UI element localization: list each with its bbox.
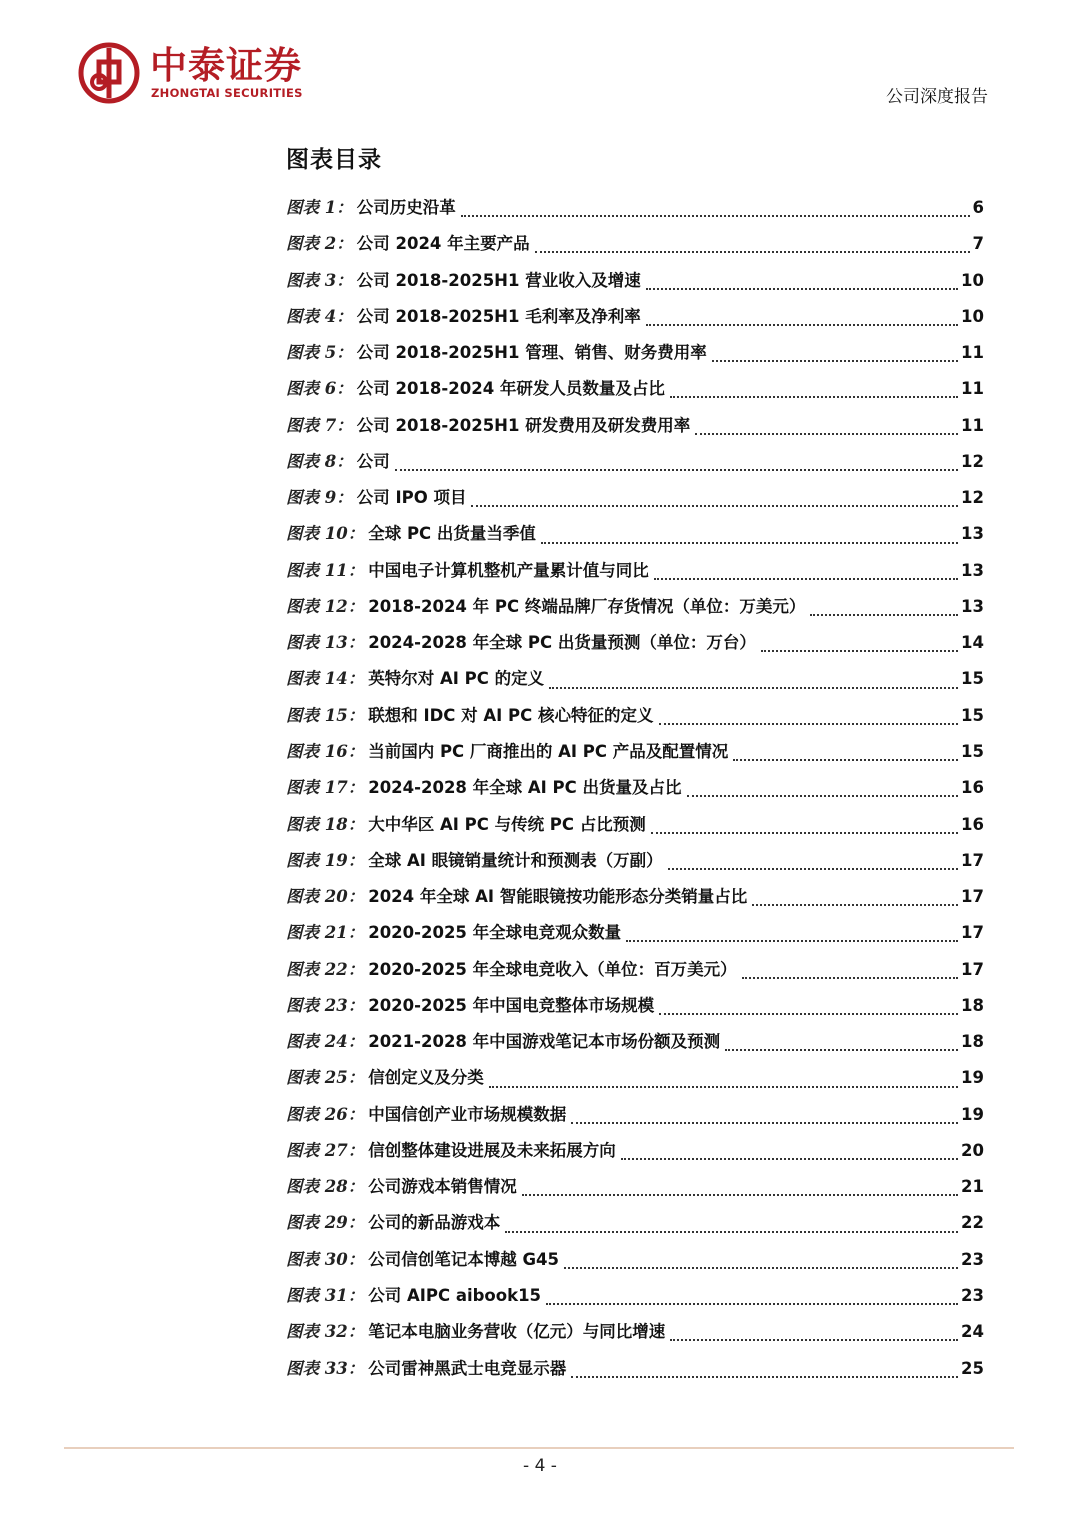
toc-entry[interactable] bbox=[286, 807, 984, 843]
toc-entry-title: 信创定义及分类 bbox=[368, 1068, 484, 1088]
toc-entry-title: 公司 2018-2024 年研发人员数量及占比 bbox=[356, 379, 665, 399]
toc-entry[interactable] bbox=[286, 408, 984, 444]
toc-entry-page-number: 11 bbox=[961, 343, 984, 363]
toc-entry-title: 公司 AIPC aibook15 bbox=[368, 1285, 542, 1305]
toc-dot-leader bbox=[626, 938, 958, 942]
toc-entry-title: 英特尔对 AI PC 的定义 bbox=[368, 669, 545, 689]
toc-entry[interactable] bbox=[286, 661, 984, 697]
toc-entry-label: 图表 4： bbox=[286, 306, 353, 326]
toc-dot-leader bbox=[541, 540, 958, 544]
toc-entry-title: 2020-2025 年全球电竞观众数量 bbox=[368, 923, 622, 943]
toc-entry-title: 2020-2025 年中国电竞整体市场规模 bbox=[368, 995, 655, 1015]
toc-entry-title: 2024 年全球 AI 智能眼镜按功能形态分类销量占比 bbox=[368, 887, 748, 907]
toc-dot-leader bbox=[564, 1265, 958, 1269]
toc-entry[interactable] bbox=[286, 915, 984, 951]
toc-entry-label: 图表 14： bbox=[286, 669, 365, 689]
toc-entry-label: 图表 3： bbox=[286, 270, 353, 290]
toc-entry-page-number: 16 bbox=[961, 778, 984, 798]
toc-dot-leader bbox=[659, 721, 959, 725]
toc-entry-label: 图表 2： bbox=[286, 234, 353, 254]
toc-entry-title: 公司 2024 年主要产品 bbox=[356, 234, 530, 254]
toc-entry-page-number: 13 bbox=[961, 524, 984, 544]
toc-entry-title: 公司 IPO 项目 bbox=[356, 488, 467, 508]
toc-entry-page-number: 11 bbox=[961, 415, 984, 435]
toc-entry-label: 图表 15： bbox=[286, 705, 365, 725]
toc-entry-page-number: 7 bbox=[972, 234, 984, 254]
toc-entry-label: 图表 9： bbox=[286, 488, 353, 508]
toc-entry-title: 2024-2028 年全球 PC 出货量预测（单位：万台） bbox=[368, 633, 756, 653]
toc-entry-page-number: 10 bbox=[961, 270, 984, 290]
toc-entry-page-number: 25 bbox=[961, 1358, 984, 1378]
toc-entry-label: 图表 10： bbox=[286, 524, 365, 544]
toc-entry-page-number: 15 bbox=[961, 669, 984, 689]
toc-entry-label: 图表 20： bbox=[286, 887, 365, 907]
toc-entry-page-number: 18 bbox=[961, 1032, 984, 1052]
toc-entry-page-number: 23 bbox=[961, 1249, 984, 1269]
toc-dot-leader bbox=[549, 685, 958, 689]
toc-entry-title: 2018-2024 年 PC 终端品牌厂存货情况（单位：万美元） bbox=[368, 596, 806, 616]
toc-entry-label: 图表 29： bbox=[286, 1213, 365, 1233]
logo-chinese-name: 中泰证券 bbox=[150, 44, 302, 87]
toc-entry-page-number: 23 bbox=[961, 1285, 984, 1305]
toc-entry-title: 公司游戏本销售情况 bbox=[368, 1177, 517, 1197]
toc-entry-page-number: 16 bbox=[961, 814, 984, 834]
toc-entry-label: 图表 13： bbox=[286, 633, 365, 653]
toc-dot-leader bbox=[395, 467, 958, 471]
toc-entry-title: 中国信创产业市场规模数据 bbox=[368, 1104, 567, 1124]
toc-entry-label: 图表 31： bbox=[286, 1285, 365, 1305]
toc-dot-leader bbox=[695, 431, 958, 435]
toc-dot-leader bbox=[761, 648, 958, 652]
toc-dot-leader bbox=[712, 358, 958, 362]
toc-entry-title: 公司 bbox=[356, 451, 390, 471]
toc-entry-label: 图表 33： bbox=[286, 1358, 365, 1378]
toc-dot-leader bbox=[646, 286, 958, 290]
page-number: - 4 - bbox=[523, 1456, 557, 1476]
report-type-label: 公司深度报告 bbox=[886, 87, 988, 107]
toc-dot-leader bbox=[571, 1120, 958, 1124]
toc-entry-page-number: 18 bbox=[961, 995, 984, 1015]
toc-entry-label: 图表 28： bbox=[286, 1177, 365, 1197]
toc-entry-label: 图表 22： bbox=[286, 959, 365, 979]
toc-dot-leader bbox=[733, 757, 958, 761]
toc-dot-leader bbox=[810, 612, 958, 616]
toc-entry-page-number: 24 bbox=[961, 1322, 984, 1342]
toc-entry-page-number: 11 bbox=[961, 379, 984, 399]
toc-entry-title: 公司 2018-2025H1 管理、销售、财务费用率 bbox=[356, 343, 707, 363]
toc-entry[interactable] bbox=[286, 698, 984, 734]
toc-entry-page-number: 15 bbox=[961, 741, 984, 761]
toc-dot-leader bbox=[670, 394, 958, 398]
toc-dot-leader bbox=[522, 1192, 958, 1196]
toc-entry[interactable] bbox=[286, 190, 984, 226]
toc-entry[interactable] bbox=[286, 553, 984, 589]
toc-entry-title: 全球 AI 眼镜销量统计和预测表（万副） bbox=[368, 850, 663, 870]
toc-entry-label: 图表 5： bbox=[286, 343, 353, 363]
toc-dot-leader bbox=[489, 1084, 958, 1088]
toc-entry-title: 当前国内 PC 厂商推出的 AI PC 产品及配置情况 bbox=[368, 741, 729, 761]
toc-entry[interactable] bbox=[286, 843, 984, 879]
toc-entry-page-number: 22 bbox=[961, 1213, 984, 1233]
toc-entry[interactable] bbox=[286, 625, 984, 661]
toc-entry[interactable] bbox=[286, 988, 984, 1024]
toc-entry-label: 图表 16： bbox=[286, 741, 365, 761]
toc-dot-leader bbox=[654, 576, 958, 580]
toc-entry-label: 图表 12： bbox=[286, 596, 365, 616]
toc-dot-leader bbox=[546, 1301, 958, 1305]
toc-entry-page-number: 17 bbox=[961, 850, 984, 870]
toc-entry-title: 全球 PC 出货量当季值 bbox=[368, 524, 536, 544]
zhongtai-logo-mark-icon bbox=[78, 42, 140, 104]
toc-entry[interactable] bbox=[286, 734, 984, 770]
toc-dot-leader bbox=[535, 249, 970, 253]
toc-entry-label: 图表 23： bbox=[286, 995, 365, 1015]
toc-entry-page-number: 12 bbox=[961, 451, 984, 471]
toc-entry[interactable] bbox=[286, 1314, 984, 1350]
toc-entry-page-number: 14 bbox=[961, 633, 984, 653]
toc-entry[interactable] bbox=[286, 226, 984, 262]
toc-entry[interactable] bbox=[286, 480, 984, 516]
toc-entry[interactable] bbox=[286, 1169, 984, 1205]
toc-entry[interactable] bbox=[286, 444, 984, 480]
toc-entry[interactable] bbox=[286, 516, 984, 552]
toc-entry-title: 公司 2018-2025H1 毛利率及净利率 bbox=[356, 306, 641, 326]
toc-dot-leader bbox=[687, 793, 959, 797]
toc-dot-leader bbox=[725, 1047, 958, 1051]
toc-dot-leader bbox=[461, 213, 970, 217]
toc-dot-leader bbox=[571, 1374, 958, 1378]
toc-dot-leader bbox=[752, 902, 958, 906]
toc-entry-label: 图表 19： bbox=[286, 850, 365, 870]
toc-entry[interactable] bbox=[286, 371, 984, 407]
toc-entry[interactable] bbox=[286, 1060, 984, 1096]
toc-dot-leader bbox=[668, 866, 958, 870]
toc-entry-label: 图表 32： bbox=[286, 1322, 365, 1342]
toc-entry-title: 公司雷神黑武士电竞显示器 bbox=[368, 1358, 567, 1378]
toc-entry[interactable] bbox=[286, 952, 984, 988]
toc-dot-leader bbox=[651, 830, 958, 834]
toc-entry[interactable] bbox=[286, 1133, 984, 1169]
toc-entry[interactable] bbox=[286, 770, 984, 806]
toc-entry[interactable] bbox=[286, 1024, 984, 1060]
toc-entry-label: 图表 1： bbox=[286, 198, 353, 217]
toc-entry[interactable] bbox=[286, 1278, 984, 1314]
toc-entry-label: 图表 21： bbox=[286, 923, 365, 943]
toc-title: 图表目录 bbox=[286, 146, 382, 173]
toc-dot-leader bbox=[659, 1011, 958, 1015]
toc-entry[interactable] bbox=[286, 1205, 984, 1241]
toc-entry-title: 公司历史沿革 bbox=[356, 198, 456, 217]
toc-entry-page-number: 20 bbox=[961, 1140, 984, 1160]
toc-entry[interactable] bbox=[286, 299, 984, 335]
toc-dot-leader bbox=[742, 975, 958, 979]
toc-dot-leader bbox=[670, 1337, 958, 1341]
toc-entry[interactable] bbox=[286, 1097, 984, 1133]
logo-english-name: ZHONGTAI SECURITIES bbox=[151, 86, 303, 100]
toc-entry-label: 图表 24： bbox=[286, 1032, 365, 1052]
toc-dot-leader bbox=[646, 322, 958, 326]
toc-entry-page-number: 17 bbox=[961, 959, 984, 979]
toc-entry-page-number: 17 bbox=[961, 923, 984, 943]
toc-entry-title: 信创整体建设进展及未来拓展方向 bbox=[368, 1140, 616, 1160]
toc-entry-label: 图表 30： bbox=[286, 1249, 365, 1269]
toc-entry-label: 图表 6： bbox=[286, 379, 353, 399]
toc-entry-page-number: 12 bbox=[961, 488, 984, 508]
toc-entry[interactable] bbox=[286, 263, 984, 299]
toc-entry-page-number: 15 bbox=[961, 705, 984, 725]
toc-entry-title: 笔记本电脑业务营收（亿元）与同比增速 bbox=[368, 1322, 666, 1342]
toc-entry-page-number: 10 bbox=[961, 306, 984, 326]
toc-entry-page-number: 19 bbox=[961, 1068, 984, 1088]
toc-entry-label: 图表 8： bbox=[286, 451, 353, 471]
toc-entry-title: 公司信创笔记本博越 G45 bbox=[368, 1249, 559, 1269]
toc-entry-page-number: 21 bbox=[961, 1177, 984, 1197]
toc-entry[interactable] bbox=[286, 335, 984, 371]
toc-entry-label: 图表 27： bbox=[286, 1140, 365, 1160]
toc-entry-label: 图表 26： bbox=[286, 1104, 365, 1124]
toc-entry-title: 公司 2018-2025H1 营业收入及增速 bbox=[356, 270, 641, 290]
toc-entry-label: 图表 7： bbox=[286, 415, 353, 435]
toc-entry-title: 联想和 IDC 对 AI PC 核心特征的定义 bbox=[368, 705, 654, 725]
toc-entry-page-number: 13 bbox=[961, 596, 984, 616]
toc-entry-page-number: 6 bbox=[972, 198, 984, 217]
toc-entry-label: 图表 18： bbox=[286, 814, 365, 834]
toc-dot-leader bbox=[621, 1156, 958, 1160]
toc-entry[interactable] bbox=[286, 1351, 984, 1387]
toc-entry-title: 公司的新品游戏本 bbox=[368, 1213, 501, 1233]
toc-entry[interactable] bbox=[286, 879, 984, 915]
toc-entry-label: 图表 17： bbox=[286, 778, 365, 798]
toc-entry-title: 2021-2028 年中国游戏笔记本市场份额及预测 bbox=[368, 1032, 721, 1052]
chart-toc-list bbox=[286, 190, 984, 1387]
toc-entry-title: 中国电子计算机整机产量累计值与同比 bbox=[368, 560, 649, 580]
company-logo bbox=[78, 42, 323, 104]
toc-entry-page-number: 19 bbox=[961, 1104, 984, 1124]
toc-entry-page-number: 17 bbox=[961, 887, 984, 907]
toc-entry-title: 2024-2028 年全球 AI PC 出货量及占比 bbox=[368, 778, 682, 798]
toc-dot-leader bbox=[505, 1229, 958, 1233]
toc-entry-title: 2020-2025 年全球电竞收入（单位：百万美元） bbox=[368, 959, 737, 979]
toc-entry-label: 图表 25： bbox=[286, 1068, 365, 1088]
toc-entry-label: 图表 11： bbox=[286, 560, 365, 580]
toc-entry-title: 公司 2018-2025H1 研发费用及研发费用率 bbox=[356, 415, 691, 435]
footer-divider bbox=[64, 1447, 1014, 1449]
toc-dot-leader bbox=[471, 503, 958, 507]
toc-entry[interactable] bbox=[286, 589, 984, 625]
toc-entry[interactable] bbox=[286, 1242, 984, 1278]
toc-entry-page-number: 13 bbox=[961, 560, 984, 580]
toc-entry-title: 大中华区 AI PC 与传统 PC 占比预测 bbox=[368, 814, 646, 834]
